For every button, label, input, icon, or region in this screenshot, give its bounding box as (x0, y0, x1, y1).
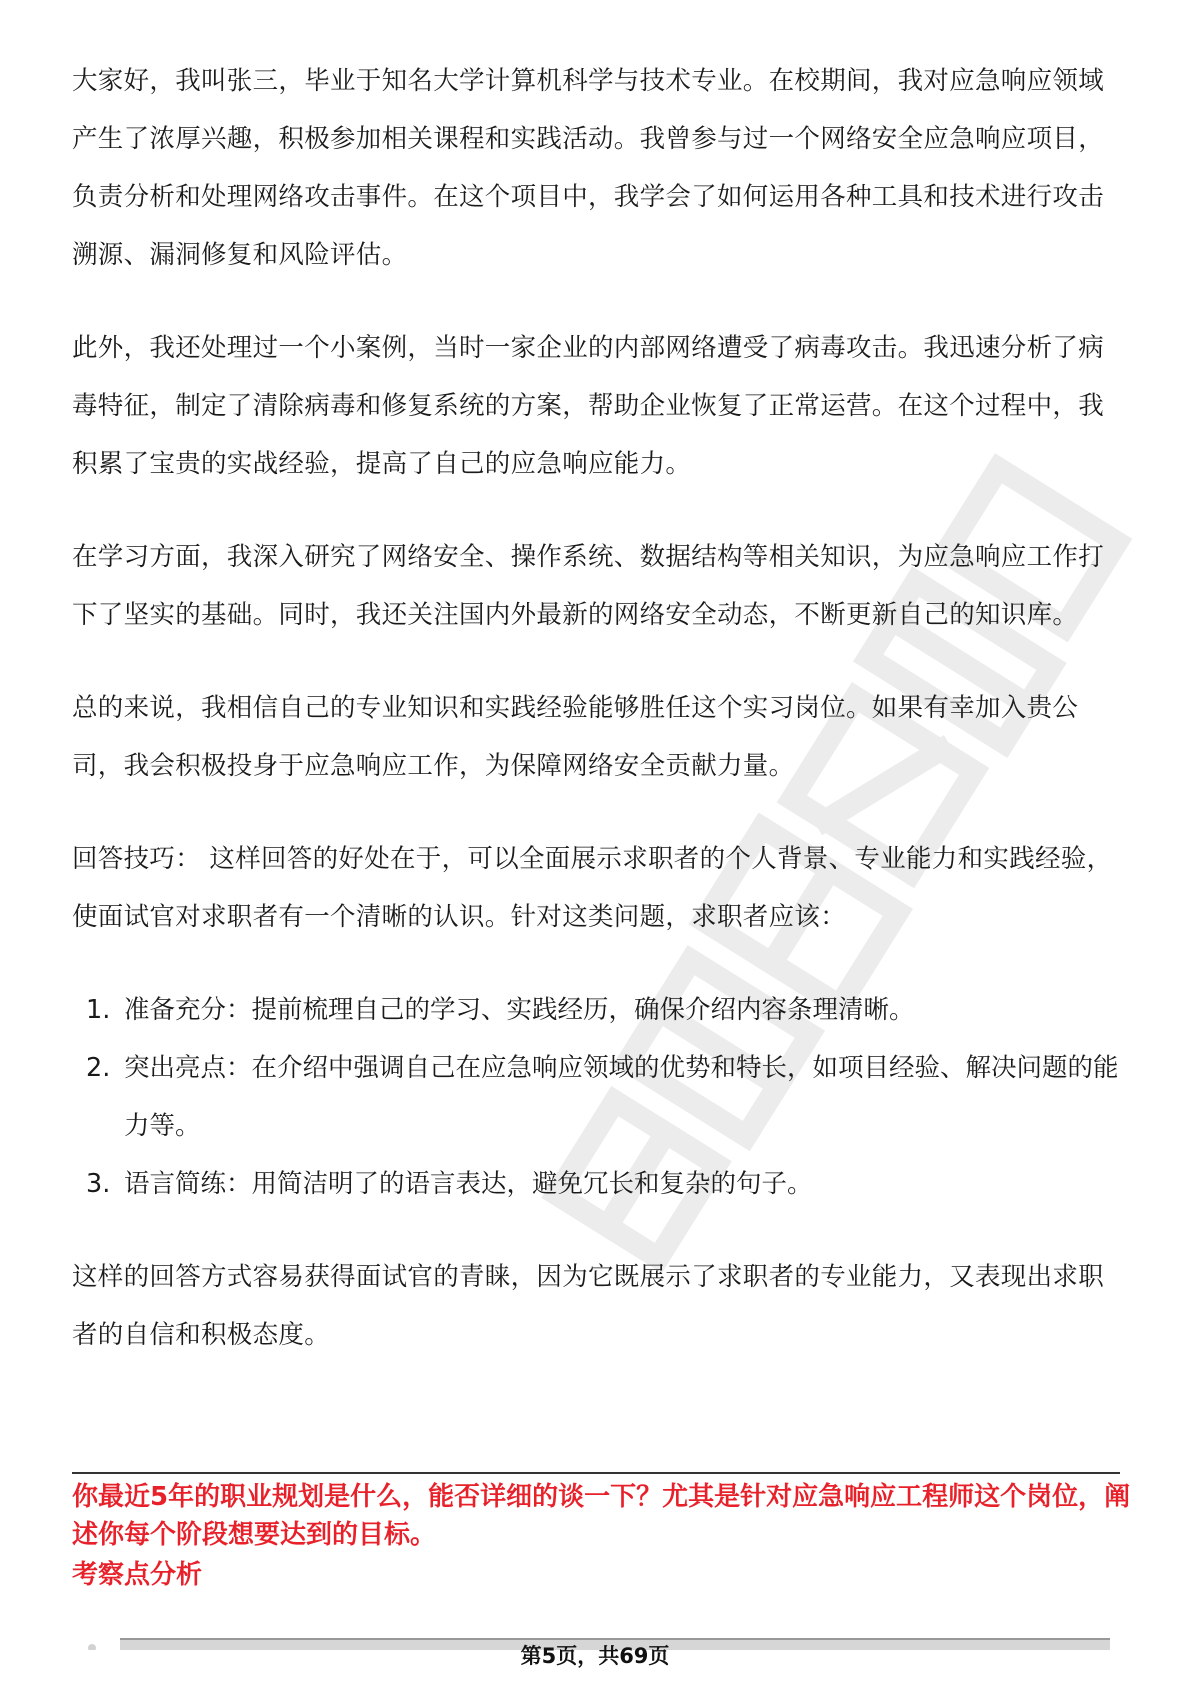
list-item (72, 981, 1120, 1039)
summary-paragraph: 总的来说，我相信自己的专业知识和实践经验能够胜任这个实习岗位。如果有幸加入贵公司，我会积极投身于应急响应工作，为保障网络安全贡献力量。 (72, 693, 1079, 781)
list-item (72, 1155, 1120, 1213)
list-item-number: 1. (86, 995, 111, 1025)
main-content (72, 52, 1120, 1399)
section-title: 考察点分析 (72, 1560, 203, 1590)
tips-intro-paragraph: 回答技巧： 这样回答的好处在于，可以全面展示求职者的个人背景、专业能力和实践经验，使面试官对求职者有一个清晰的认识。针对这类问题，求职者应该： (72, 844, 1113, 932)
closing-paragraph: 这样的回答方式容易获得面试官的青睐，因为它既展示了求职者的专业能力，又表现出求职者的自信和积极态度。 (72, 1262, 1105, 1350)
list-item-text: 准备充分：提前梳理自己的学习、实践经历，确保介绍内容条理清晰。 (124, 995, 915, 1025)
case-paragraph: 此外，我还处理过一个小案例，当时一家企业的内部网络遭受了病毒攻击。我迅速分析了病毒特征，制定了清除病毒和修复系统的方案，帮助企业恢复了正常运营。在这个过程中，我积累了宝贵的实战经验，提高了自己的应急响应能力。 (72, 333, 1105, 479)
list-item-number: 2. (86, 1053, 111, 1083)
section-divider (72, 1472, 1120, 1474)
study-paragraph: 在学习方面，我深入研究了网络安全、操作系统、数据结构等相关知识，为应急响应工作打下了坚实的基础。同时，我还关注国内外最新的网络安全动态，不断更新自己的知识库。 (72, 542, 1105, 630)
intro-paragraph: 大家好，我叫张三，毕业于知名大学计算机科学与技术专业。在校期间，我对应急响应领域产生了浓厚兴趣，积极参加相关课程和实践活动。我曾参与过一个网络安全应急响应项目，负责分析和处理网络攻击事件。在这个项目中，我学会了如何运用各种工具和技术进行攻击溯源、漏洞修复和风险评估。 (72, 66, 1105, 270)
interview-question: 你最近5年的职业规划是什么，能否详细的谈一下？尤其是针对应急响应工程师这个岗位，阐述你每个阶段想要达到的目标。 (72, 1482, 1131, 1550)
page-footer: 第5页，共69页 (0, 1640, 1190, 1670)
list-item (72, 1039, 1120, 1155)
list-item-text: 语言简练：用简洁明了的语言表达，避免冗长和复杂的句子。 (124, 1169, 813, 1199)
list-item-text: 突出亮点：在介绍中强调自己在应急响应领域的优势和特长，如项目经验、解决问题的能力等。 (124, 1053, 1119, 1141)
tips-list (72, 981, 1120, 1213)
list-item-number: 3. (86, 1169, 111, 1199)
